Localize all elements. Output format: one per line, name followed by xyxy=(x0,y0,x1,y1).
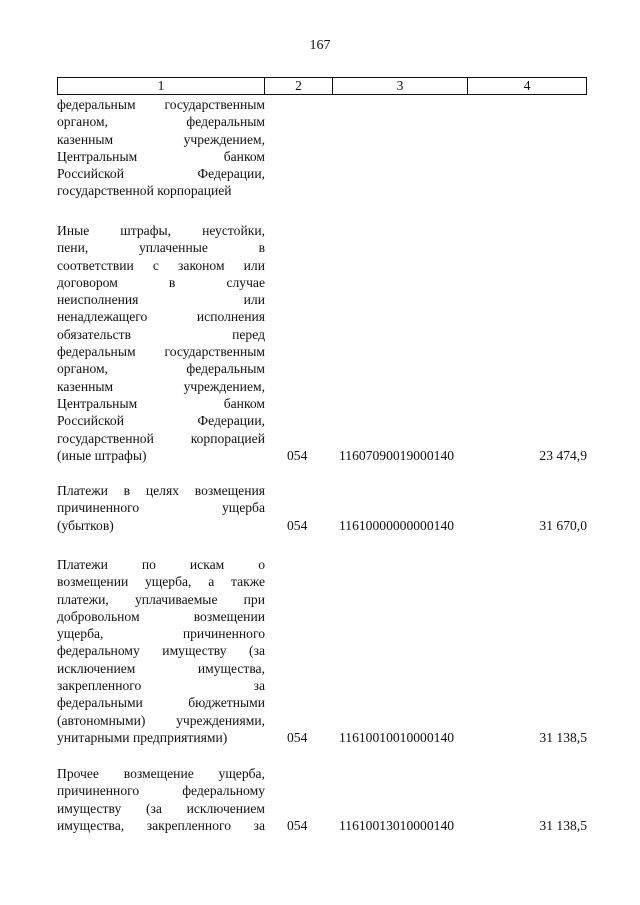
description-line: (иные штрафы) xyxy=(57,447,147,463)
description-line: Платежи по искам о xyxy=(57,557,265,572)
amount-value: 23 474,9 xyxy=(539,447,587,463)
row-description xyxy=(57,222,265,464)
amount-value: 31 138,5 xyxy=(539,817,587,833)
description-line: Платежи в целях возмещения xyxy=(57,483,265,498)
table-row xyxy=(57,765,587,834)
budget-classification-code: 11610013010000140 xyxy=(339,817,455,833)
description-line: ненадлежащего исполнения xyxy=(57,309,265,325)
column-1-header: 1 xyxy=(58,78,265,94)
admin-code: 054 xyxy=(287,517,308,533)
description-line: платежи, уплачиваемые при xyxy=(57,591,265,607)
description-line: неисполнения или xyxy=(57,292,265,308)
description-line: договором в случае xyxy=(57,274,265,290)
description-line: государственной корпорацией xyxy=(57,430,265,446)
description-line: казенным учреждением, xyxy=(57,378,265,394)
description-line: закрепленного за xyxy=(57,678,265,694)
description-line: федеральными бюджетными xyxy=(57,695,265,711)
description-line: добровольном возмещении xyxy=(57,608,265,624)
budget-classification-code: 11610000000000140 xyxy=(339,517,455,533)
column-2-header: 2 xyxy=(265,78,333,94)
description-line: Иные штрафы, неустойки, xyxy=(57,223,265,238)
row-description xyxy=(57,765,265,834)
description-line: исключением имущества, xyxy=(57,660,265,676)
description-line: имущества, закрепленного за xyxy=(57,817,265,833)
description-line: возмещении ущерба, а также xyxy=(57,574,265,590)
description-line: обязательств перед xyxy=(57,326,265,342)
description-line: унитарными предприятиями) xyxy=(57,729,228,745)
row-description xyxy=(57,482,265,534)
description-line: казенным учреждением, xyxy=(57,131,265,147)
description-line: органом, федеральным xyxy=(57,361,265,377)
table-row xyxy=(57,482,587,534)
description-line: ущерба, причиненного xyxy=(57,626,265,642)
description-line: органом, федеральным xyxy=(57,114,265,130)
table-row xyxy=(57,96,587,200)
column-3-header: 3 xyxy=(333,78,468,94)
description-line: Центральным банком xyxy=(57,395,265,411)
description-line: федеральным государственным xyxy=(57,344,265,360)
description-line: причиненного ущерба xyxy=(57,500,265,516)
admin-code: 054 xyxy=(287,447,308,463)
description-line: федеральным государственным xyxy=(57,97,265,112)
description-line: пени, уплаченные в xyxy=(57,240,265,256)
amount-value: 31 670,0 xyxy=(539,517,587,533)
description-line: (убытков) xyxy=(57,517,114,533)
budget-classification-code: 11610010010000140 xyxy=(339,729,455,745)
table-row xyxy=(57,556,587,746)
budget-classification-code: 11607090019000140 xyxy=(339,447,455,463)
admin-code: 054 xyxy=(287,729,308,745)
description-line: Центральным банком xyxy=(57,148,265,164)
row-description xyxy=(57,96,265,200)
description-line: имуществу (за исключением xyxy=(57,800,265,816)
description-line: соответствии с законом или xyxy=(57,257,265,273)
description-line: (автономными) учреждениями, xyxy=(57,712,265,728)
description-line: Российской Федерации, xyxy=(57,166,265,182)
page-number: 167 xyxy=(309,38,331,53)
description-line: Прочее возмещение ущерба, xyxy=(57,766,265,781)
description-line: государственной корпорацией xyxy=(57,183,232,199)
description-line: федеральному имуществу (за xyxy=(57,643,265,659)
row-description xyxy=(57,556,265,746)
description-line: Российской Федерации, xyxy=(57,413,265,429)
column-4-header: 4 xyxy=(523,78,531,93)
table-row xyxy=(57,222,587,464)
amount-value: 31 138,5 xyxy=(539,729,587,745)
admin-code: 054 xyxy=(287,817,308,833)
table-column-header xyxy=(57,77,587,95)
description-line: причиненного федеральному xyxy=(57,783,265,799)
